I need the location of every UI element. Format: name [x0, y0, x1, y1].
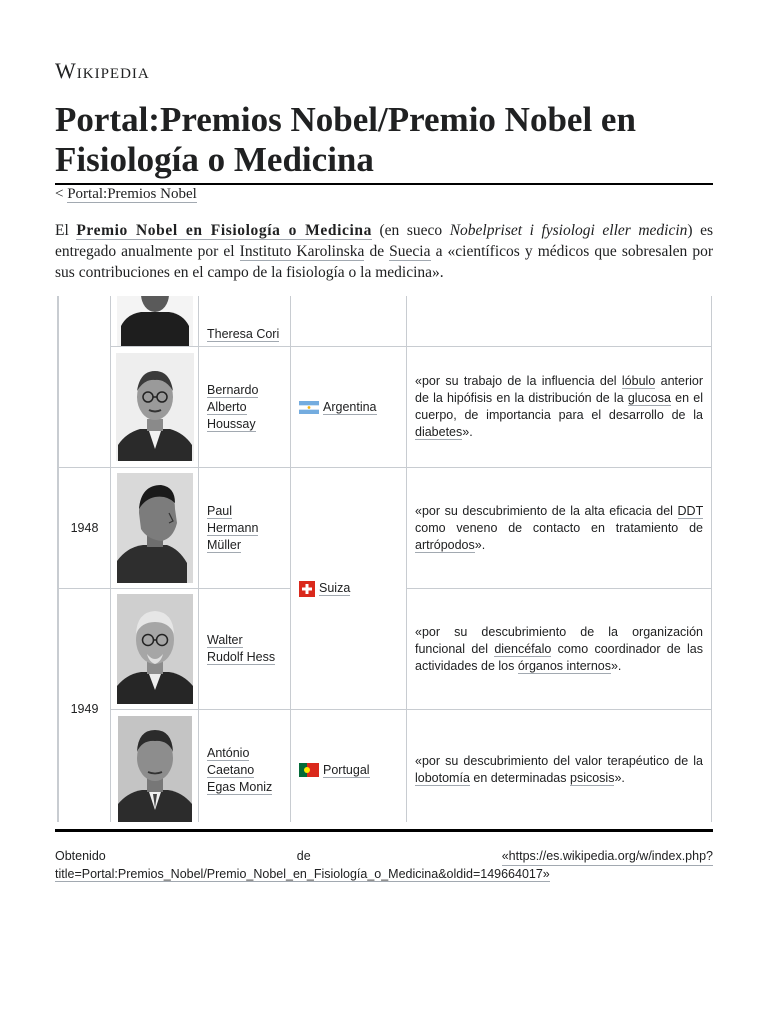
year-label: 1948 — [70, 520, 99, 535]
swedish-name: Nobelpriset i fysiologi eller medicin — [449, 222, 688, 239]
laureate-name-link[interactable]: Paul Hermann Müller — [207, 503, 259, 552]
laureate-name-link[interactable]: António Caetano Egas Moniz — [207, 745, 273, 794]
laureate-photo[interactable] — [116, 353, 194, 461]
table-row — [59, 296, 712, 347]
intro-text: El — [55, 222, 69, 239]
motive-link[interactable]: psicosis — [570, 771, 615, 785]
country-cell — [291, 710, 407, 823]
motive-link[interactable]: glucosa — [627, 391, 671, 405]
motive-link[interactable]: diabetes — [415, 425, 463, 439]
motive-link[interactable]: lobotomía — [415, 771, 470, 785]
motive-cell — [407, 468, 712, 589]
photo-cell — [111, 589, 199, 710]
intro-text: a «científicos y médicos que sobresalen por sus contribuciones en el campo de la fisiología o la medicina». — [55, 243, 713, 281]
footer-text: de — [296, 849, 311, 863]
motive-text: «por su descubrimiento del valor terapéutico de la — [415, 754, 703, 768]
laureate-photo[interactable] — [118, 716, 192, 822]
country-link[interactable]: Argentina — [323, 399, 377, 414]
country-link[interactable]: Portugal — [323, 762, 370, 777]
name-cell — [199, 589, 291, 710]
motive-cell — [407, 347, 712, 468]
permalink-url[interactable]: «https://es.wikipedia.org/w/index.php? — [502, 848, 713, 866]
country-cell — [291, 468, 407, 710]
motive-cell — [407, 710, 712, 823]
motive-text: ». — [610, 658, 622, 673]
motive-text: «por su trabajo de la influencia del — [415, 374, 617, 388]
portugal-flag-icon — [299, 763, 319, 777]
prize-link[interactable]: Premio Nobel en Fisiología o Medicina — [76, 222, 372, 239]
permalink-url-continued[interactable]: title=Portal:Premios_Nobel/Premio_Nobel_en_Fisiología_o_Medicina&oldid=149664017» — [55, 867, 550, 881]
intro-text: ) es entregado anualmente por el — [55, 222, 714, 260]
motive-text: como coordinador de las actividades de los — [415, 641, 703, 673]
laureate-photo[interactable] — [117, 473, 193, 583]
name-cell — [199, 710, 291, 823]
photo-cell — [111, 347, 199, 468]
photo-cell — [111, 710, 199, 823]
laureates-table-container[interactable] — [57, 296, 712, 822]
intro-paragraph — [55, 220, 713, 283]
retrieved-from-footer — [55, 848, 713, 883]
motive-text: ». — [614, 771, 625, 785]
motive-text: ». — [462, 425, 473, 439]
photo-cell — [111, 468, 199, 589]
laureate-name-link[interactable]: Theresa Cori — [207, 326, 280, 341]
intro-text: de — [369, 243, 385, 260]
laureate-photo[interactable] — [117, 594, 193, 704]
breadcrumb-link[interactable]: Portal:Premios Nobel — [67, 186, 197, 202]
table-row — [59, 347, 712, 468]
table-row — [59, 710, 712, 823]
motive-text: como veneno de contacto en tratamiento de — [415, 520, 703, 535]
year-label: 1949 — [70, 702, 99, 716]
laureate-photo[interactable] — [117, 296, 193, 346]
motive-link[interactable]: órganos internos — [517, 658, 611, 673]
motive-link[interactable]: diencéfalo — [494, 641, 552, 656]
name-cell — [199, 468, 291, 589]
country-link[interactable]: Suiza — [319, 581, 351, 595]
photo-cell — [111, 296, 199, 347]
motive-text: anterior de la hipófisis en la distribución de la — [415, 374, 704, 405]
name-cell — [199, 296, 291, 347]
switzerland-flag-icon — [299, 581, 315, 597]
laureate-name-link[interactable]: Walter Rudolf Hess — [207, 633, 276, 664]
laureate-name-link[interactable]: Bernardo Alberto Houssay — [207, 382, 259, 431]
motive-link[interactable]: DDT — [677, 503, 703, 518]
institute-link[interactable]: Instituto Karolinska — [239, 243, 365, 260]
title-divider — [55, 183, 713, 185]
motive-text: en determinadas — [473, 771, 567, 785]
footer-text: Obtenido — [55, 849, 106, 863]
name-cell — [199, 347, 291, 468]
year-cell — [59, 296, 111, 468]
motive-text: ». — [474, 537, 486, 552]
motive-cell — [407, 296, 712, 347]
motive-cell — [407, 589, 712, 710]
wikipedia-wordmark[interactable]: Wikipedia — [55, 58, 150, 83]
motive-text: «por su descubrimiento de la organización funcional del — [415, 624, 703, 656]
country-cell — [291, 296, 407, 347]
intro-text: (en sueco — [379, 222, 443, 239]
breadcrumb — [55, 186, 197, 203]
motive-text: «por su descubrimiento de la alta eficacia del — [415, 503, 673, 518]
motive-text: en el cuerpo, de importancia para el desarrollo de la — [415, 391, 703, 422]
country-link[interactable]: Suecia — [389, 243, 431, 260]
year-cell — [59, 589, 111, 823]
motive-link[interactable]: lóbulo — [621, 374, 656, 388]
page-title: Portal:Premios Nobel/Premio Nobel en Fisiología o Medicina — [55, 100, 636, 179]
table-row — [59, 468, 712, 589]
argentina-flag-icon — [299, 401, 319, 414]
motive-link[interactable]: artrópodos — [415, 537, 475, 552]
breadcrumb-prefix: < — [55, 186, 64, 202]
year-cell — [59, 468, 111, 589]
footer-divider — [55, 829, 713, 832]
laureates-table — [58, 296, 712, 822]
country-cell — [291, 347, 407, 468]
